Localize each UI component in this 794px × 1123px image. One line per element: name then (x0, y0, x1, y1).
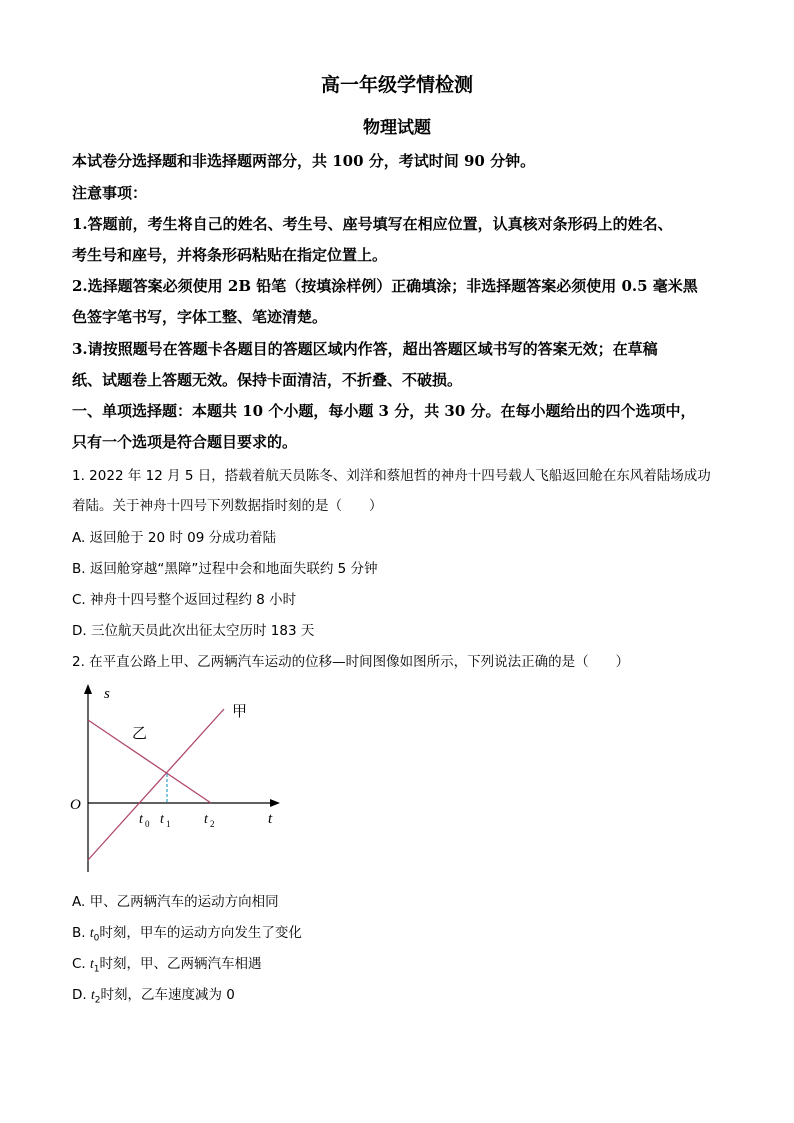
notes-heading: 注意事项： (72, 184, 148, 202)
section-1-heading-b: 只有一个选项是符合题目要求的。 (72, 433, 298, 451)
t-axis-label: t (268, 811, 273, 827)
svg-text:1: 1 (166, 819, 171, 829)
q1-option-d: D. 三位航天员此次出征太空历时 183 天 (72, 623, 315, 639)
t-axis-arrow-icon (270, 799, 280, 807)
q2-stem: 2. 在平直公路上甲、乙两辆汽车运动的位移—时间图像如图所示，下列说法正确的是（ ） (72, 654, 630, 670)
q2-option-a: A. 甲、乙两辆汽车的运动方向相同 (72, 894, 279, 910)
q2-option-c: C. $t_1$时刻，甲、乙两辆汽车相遇 (72, 956, 262, 975)
tick-label-t2 (204, 812, 215, 829)
section-1-heading-a: 一、单项选择题：本题共 10 个小题，每小题 3 分，共 30 分。在每小题给出的四个选项中， (72, 402, 696, 420)
exam-title: 高一年级学情检测 (320, 74, 473, 96)
exam-subject: 物理试题 (363, 118, 431, 138)
q2-option-b: B. $t_0$时刻，甲车的运动方向发生了变化 (72, 925, 302, 944)
q1-stem-a: 1. 2022 年 12 月 5 日，搭载着航天员陈冬、刘洋和蔡旭哲的神舟十四号载人飞船返回舱在东风着陆场成功 (72, 468, 711, 484)
st-graph (70, 676, 300, 876)
svg-text:t: t (204, 812, 208, 827)
line-jia-label: 甲 (232, 704, 248, 720)
q2-option-d: D. $t_2$时刻，乙车速度减为 0 (72, 987, 235, 1006)
line-jia (88, 709, 224, 860)
q1-option-b: B. 返回舱穿越“黑障”过程中会和地面失联约 5 分钟 (72, 561, 378, 577)
tick-label-t1 (160, 812, 171, 829)
svg-text:t: t (139, 812, 143, 827)
note-3-line-b: 纸、试题卷上答题无效。保持卡面清洁，不折叠、不破损。 (72, 371, 463, 389)
note-3-line-a: 3.请按照题号在答题卡各题目的答题区域内作答，超出答题区域书写的答案无效；在草稿 (72, 340, 658, 358)
s-axis-label: s (104, 686, 110, 702)
note-1-line-b: 考生号和座号，并将条形码粘贴在指定位置上。 (72, 246, 388, 264)
tick-label-t0 (139, 812, 150, 829)
note-2-line-b: 色签字笔书写，字体工整、笔迹清楚。 (72, 308, 328, 326)
q1-option-c: C. 神舟十四号整个返回过程约 8 小时 (72, 592, 297, 608)
q1-stem-b: 着陆。关于神舟十四号下列数据指时刻的是（ ） (72, 498, 383, 514)
line-yi-label: 乙 (132, 726, 148, 742)
svg-text:t: t (160, 812, 164, 827)
origin-label: O (70, 797, 81, 813)
s-axis-arrow-icon (84, 684, 92, 694)
note-1-line-a: 1.答题前，考生将自己的姓名、考生号、座号填写在相应位置，认真核对条形码上的姓名、 (72, 215, 673, 233)
svg-text:2: 2 (210, 819, 215, 829)
line-yi (88, 720, 211, 803)
q1-option-a: A. 返回舱于 20 时 09 分成功着陆 (72, 530, 277, 546)
exam-summary: 本试卷分选择题和非选择题两部分，共 100 分，考试时间 90 分钟。 (72, 152, 536, 170)
note-2-line-a: 2.选择题答案必须使用 2B 铅笔（按填涂样例）正确填涂；非选择题答案必须使用 0.5 毫米黑 (72, 277, 698, 295)
svg-text:0: 0 (145, 819, 150, 829)
